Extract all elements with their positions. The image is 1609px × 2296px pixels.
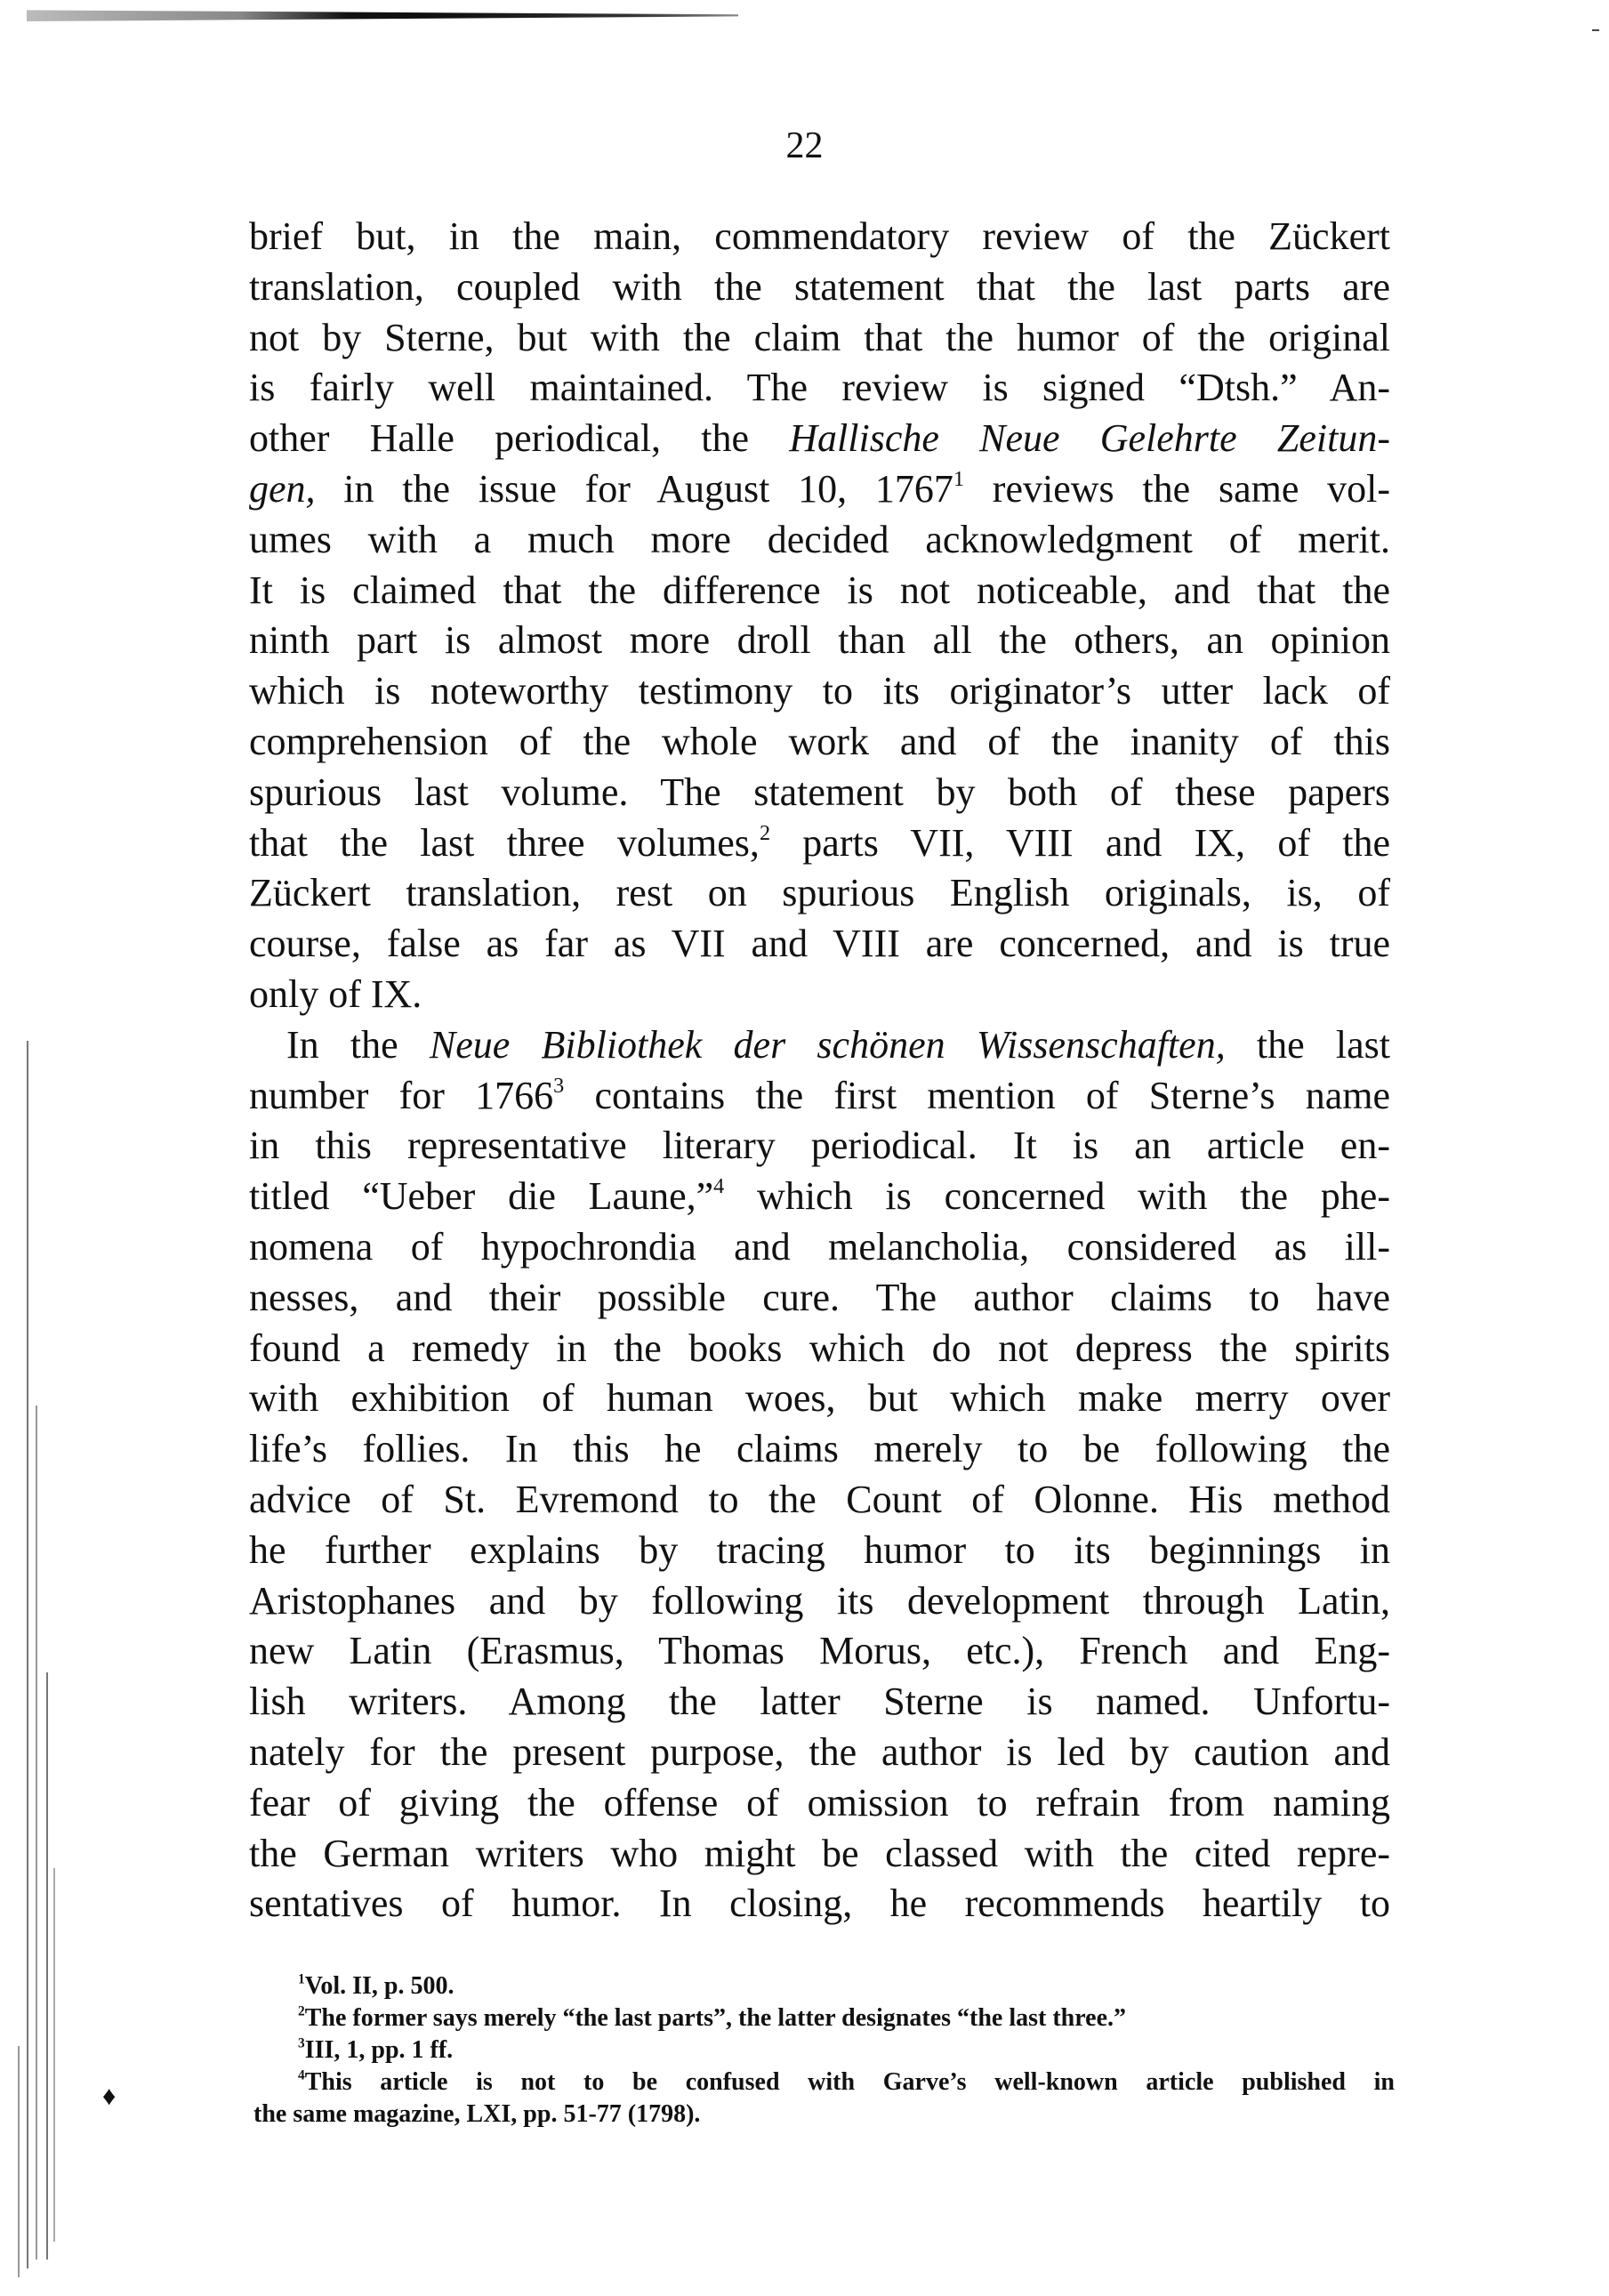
- text-line: [249, 1071, 1390, 1122]
- text-run: in this representative literary periodical. It is an article en-: [249, 1124, 1390, 1168]
- footnote-mark: 1: [298, 1971, 305, 1987]
- italic-title: gen,: [249, 466, 316, 511]
- text-run: nately for the present purpose, the author is led by caution and: [249, 1729, 1390, 1774]
- text-line: [249, 1222, 1390, 1273]
- scan-artifact-mark: [1592, 29, 1599, 31]
- footnote-text: The former says merely “the last parts”, the latter designates “the last three.”: [304, 2004, 1127, 2032]
- text-line: [249, 1829, 1390, 1880]
- scan-artifact-bar: [27, 9, 738, 21]
- text-run: fear of giving the offense of omission to refrain from naming: [249, 1780, 1390, 1825]
- body-text: [249, 212, 1390, 1929]
- footnote-mark: 2: [298, 2003, 305, 2019]
- page-number: 22: [785, 125, 824, 166]
- text-line: [249, 566, 1390, 616]
- text-run: ninth part is almost more droll than all the others, an opinion: [249, 618, 1390, 663]
- text-line: [249, 1424, 1390, 1475]
- footnote-ref: 1: [953, 466, 965, 491]
- text-run: which is concerned with the phe-: [724, 1174, 1390, 1219]
- text-run: sentatives of humor. In closing, he recommends heartily to: [249, 1881, 1390, 1926]
- footnote-ref: 4: [713, 1174, 725, 1198]
- text-run: the German writers who might be classed with the cited repre-: [249, 1831, 1390, 1875]
- text-run: translation, coupled with the statement that the last parts are: [249, 264, 1390, 309]
- text-run: umes with a much more decided acknowledgment of merit.: [249, 517, 1390, 561]
- text-run: life’s follies. In this he claims merely to be following the: [249, 1427, 1390, 1471]
- text-run: new Latin (Erasmus, Thomas Morus, etc.), French and Eng-: [249, 1629, 1390, 1673]
- text-run: parts VII, VIII and IX, of the: [770, 820, 1390, 865]
- text-run: nesses, and their possible cure. The author claims to have: [249, 1275, 1390, 1319]
- text-run: which is noteworthy testimony to its originator’s utter lack of: [249, 669, 1390, 713]
- text-run: Aristophanes and by following its development through Latin,: [249, 1578, 1390, 1623]
- text-run: lish writers. Among the latter Sterne is named. Unfortu-: [249, 1680, 1390, 1724]
- footnote-mark: 3: [298, 2035, 305, 2051]
- text-run: he further explains by tracing humor to its beginnings in: [249, 1527, 1390, 1572]
- text-line: [249, 1778, 1390, 1829]
- text-line: [249, 414, 1390, 464]
- text-run: advice of St. Evremond to the Count of Olonne. His method: [249, 1477, 1390, 1521]
- text-line: [249, 768, 1390, 818]
- footnote-text: This article is not to be confused with Garve’s well-known article published in: [304, 2068, 1395, 2096]
- text-run: brief but, in the main, commendatory review of the Zückert: [249, 214, 1390, 258]
- text-line: [249, 1626, 1390, 1677]
- text-line: [249, 1879, 1390, 1929]
- footnote: [253, 2034, 1395, 2066]
- text-run: spurious last volume. The statement by both of these papers: [249, 769, 1390, 814]
- footnote: [253, 2066, 1395, 2099]
- text-run: contains the first mention of Sterne’s name: [564, 1073, 1390, 1117]
- text-run: It is claimed that the difference is not noticeable, and that the: [249, 568, 1390, 612]
- margin-mark: ♦: [102, 2082, 117, 2111]
- footnote: [253, 2002, 1395, 2034]
- text-run: nomena of hypochrondia and melancholia, considered as ill-: [249, 1224, 1390, 1269]
- text-line: [249, 1475, 1390, 1526]
- text-line: [249, 313, 1390, 364]
- text-line: [249, 1273, 1390, 1324]
- text-run: that the last three volumes,: [249, 820, 760, 865]
- text-run: comprehension of the whole work and of the inanity of this: [249, 719, 1390, 763]
- text-line: [249, 868, 1390, 919]
- text-run: course, false as far as VII and VIII are concerned, and is true: [249, 922, 1390, 966]
- text-run: In the: [286, 1022, 430, 1067]
- footnote-continuation: the same magazine, LXI, pp. 51-77 (1798).: [253, 2100, 701, 2128]
- text-run: number for 1766: [249, 1073, 554, 1117]
- text-line: [249, 616, 1390, 666]
- text-line: [249, 1324, 1390, 1374]
- text-run: titled “Ueber die Laune,”: [249, 1174, 714, 1219]
- text-line: [249, 262, 1390, 313]
- text-line: [249, 1374, 1390, 1424]
- footnote-mark: 4: [298, 2067, 305, 2083]
- footnote-text: Vol. II, p. 500.: [304, 1972, 455, 2000]
- text-run: found a remedy in the books which do not depress the spirits: [249, 1325, 1390, 1370]
- text-run: other Halle periodical, the: [249, 416, 790, 461]
- italic-title: Hallische Neue Gelehrte Zeitun-: [789, 416, 1391, 461]
- text-line: [249, 1576, 1390, 1627]
- text-line: [249, 1728, 1390, 1778]
- text-run: the last: [1225, 1022, 1390, 1067]
- text-line: [249, 1172, 1390, 1222]
- text-run: reviews the same vol-: [964, 466, 1390, 511]
- text-run: with exhibition of human woes, but which make merry over: [249, 1376, 1390, 1421]
- text-line: [249, 1121, 1390, 1172]
- text-line: [249, 1677, 1390, 1728]
- text-line: [249, 1526, 1390, 1576]
- text-line: [249, 717, 1390, 768]
- text-run: Zückert translation, rest on spurious English originals, is, of: [249, 871, 1390, 915]
- italic-title: Neue Bibliothek der schönen Wissenschaften,: [429, 1022, 1226, 1067]
- footnotes: [253, 1970, 1395, 2131]
- text-line: [249, 818, 1390, 869]
- text-line: [249, 363, 1390, 414]
- footnote: [253, 1970, 1395, 2002]
- text-line: [249, 212, 1390, 262]
- text-line: [249, 666, 1390, 717]
- text-line: [249, 970, 1390, 1020]
- footnote-ref: 3: [553, 1073, 565, 1098]
- footnote-ref: 2: [759, 820, 771, 845]
- text-run: not by Sterne, but with the claim that the humor of the original: [249, 315, 1390, 359]
- text-run: in the issue for August 10, 1767: [315, 466, 953, 511]
- text-run: is fairly well maintained. The review is signed “Dtsh.” An-: [249, 366, 1390, 410]
- text-run: only of IX.: [249, 971, 422, 1016]
- text-line: [249, 919, 1390, 970]
- text-line: [249, 464, 1390, 515]
- footnote-text: III, 1, pp. 1 ff.: [304, 2036, 454, 2064]
- text-line: [249, 515, 1390, 566]
- text-line: [249, 1020, 1390, 1071]
